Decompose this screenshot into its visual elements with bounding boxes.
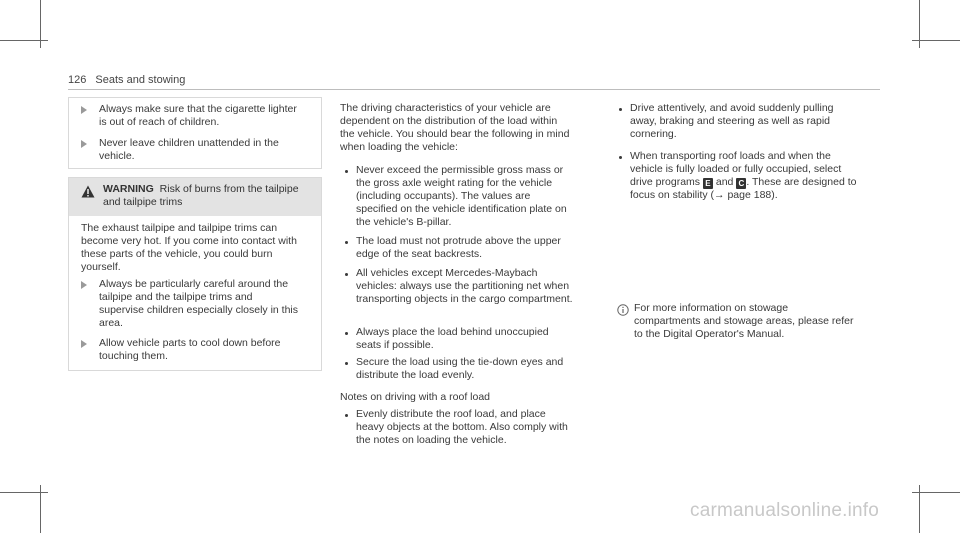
roof-load-heading: Notes on driving with a roof load: [340, 391, 490, 403]
crop-mark: [0, 492, 48, 493]
bullet: [619, 156, 622, 159]
warning-label: WARNING: [103, 183, 154, 195]
arrow-icon: [81, 106, 87, 114]
header-divider: [68, 89, 880, 90]
list-item: Secure the load using the tie-down eyes and distribute the load evenly.: [356, 356, 564, 381]
stability-text: . These are designed to focus on stability (→ page 188).: [630, 176, 857, 201]
warning-body: The exhaust tailpipe and tailpipe trims can become very hot. If you come into contact with these parts of the vehicle, you could burn yourself.: [81, 222, 297, 273]
arrow-icon: [81, 140, 87, 148]
list-item: All vehicles except Mercedes-Maybach vehicles: always use the partitioning net when transporting objects in the cargo compartment.: [356, 267, 573, 305]
drive-program-text: When transporting roof loads and when the vehicle is fully loaded or fully occupied, select drive programs: [630, 150, 842, 188]
list-item: Allow vehicle parts to cool down before touching them.: [99, 337, 281, 362]
list-item: Evenly distribute the roof load, and place heavy objects at the bottom. Also comply with the notes on loading the vehicle.: [356, 408, 568, 446]
warning-header: [69, 178, 321, 216]
bullet: [345, 170, 348, 173]
arrow-icon: [81, 281, 87, 289]
tip-box: [68, 97, 322, 169]
list-item: Always make sure that the cigarette lighter is out of reach of children.: [99, 103, 297, 128]
list-item: Always be particularly careful around the tailpipe and the tailpipe trims and supervise children especially closely in this area.: [99, 278, 299, 329]
crop-mark: [912, 40, 960, 41]
list-item: Never exceed the permissible gross mass or the gross axle weight rating for the vehicle (including occupants). The values are specified on the vehicle identification plate on the vehicle's B-pillar.: [356, 164, 567, 228]
list-item: Always place the load behind unoccupied seats if possible.: [356, 326, 549, 351]
list-item: The load must not protrude above the upper edge of the seat backrests.: [356, 235, 561, 260]
watermark: carmanualsonline.info: [690, 500, 880, 521]
bullet: [345, 362, 348, 365]
crop-mark: [0, 40, 48, 41]
warning-box: [68, 177, 322, 371]
bullet: [345, 273, 348, 276]
info-note[interactable]: For more information on stowage compartments and stowage areas, please refer to the Digital Operator's Manual.: [634, 302, 854, 340]
bullet: [619, 108, 622, 111]
drive-program-e-key: E: [703, 178, 713, 189]
page-header: [68, 74, 185, 86]
bullet: [345, 241, 348, 244]
section-title: Seats and stowing: [95, 74, 186, 86]
crop-mark: [912, 492, 960, 493]
list-item: [630, 150, 864, 202]
page-number: 126: [68, 74, 87, 86]
drive-program-c-key: C: [736, 178, 746, 189]
warning-title-line2: and tailpipe trims: [103, 196, 183, 208]
bullet: [345, 332, 348, 335]
info-icon: [617, 304, 629, 316]
warning-title-line1: Risk of burns from the tailpipe: [159, 183, 299, 195]
and-text: and: [715, 176, 734, 188]
arrow-icon: [81, 340, 87, 348]
loading-intro: The driving characteristics of your vehicle are dependent on the distribution of the load within the vehicle. You should bear the following in mind when loading the vehicle:: [340, 102, 570, 153]
bullet: [345, 414, 348, 417]
list-item: Drive attentively, and avoid suddenly pulling away, braking and steering as well as rapid cornering.: [630, 102, 834, 140]
list-item: Never leave children unattended in the vehicle.: [99, 137, 279, 162]
warning-title: [103, 183, 313, 209]
warning-triangle-icon: [81, 185, 95, 198]
